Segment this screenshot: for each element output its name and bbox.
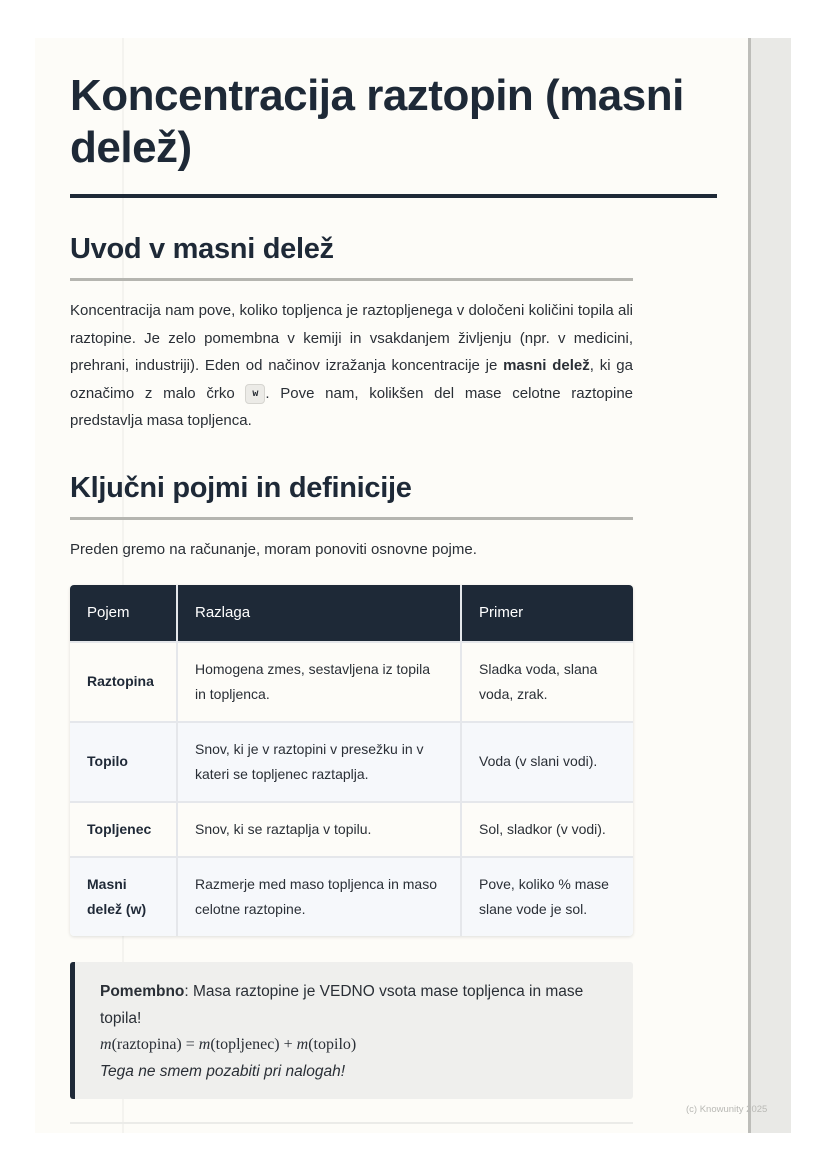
cell-explanation: Snov, ki je v raztopini v presežku in v kateri se topljenec raztaplja.	[177, 722, 461, 802]
cell-example: Voda (v slani vodi).	[461, 722, 633, 802]
cell-example: Pove, koliko % mase slane vode je sol.	[461, 857, 633, 936]
mass-formula	[100, 1032, 608, 1058]
column-header-explanation: Razlaga	[177, 585, 461, 642]
table-header-row	[70, 585, 633, 642]
cell-term: Topilo	[70, 722, 177, 802]
title-divider	[70, 194, 717, 198]
section-divider	[70, 278, 633, 281]
bottom-divider	[70, 1122, 633, 1124]
formula-text: (topilo)	[308, 1035, 357, 1053]
callout-text	[100, 978, 608, 1032]
section-heading-intro: Uvod v masni delež	[70, 233, 334, 265]
column-header-example: Primer	[461, 585, 633, 642]
section-heading-key-terms: Ključni pojmi in definicije	[70, 471, 412, 504]
inline-code-w: w	[245, 384, 265, 404]
side-scroll-strip	[748, 38, 791, 1133]
cell-explanation: Homogena zmes, sestavljena iz topila in topljenca.	[177, 642, 461, 722]
page-title: Koncentracija raztopin (masni delež)	[70, 71, 684, 172]
formula-var: m	[296, 1035, 309, 1053]
important-callout	[70, 962, 633, 1099]
intro-text-3: . Pove nam, kolikšen del mase celotne raztopine predstavlja masa topljenca.	[70, 384, 634, 429]
column-header-term: Pojem	[70, 585, 177, 642]
table-row	[70, 802, 633, 857]
cell-term: Topljenec	[70, 802, 177, 857]
definitions-table	[70, 585, 633, 936]
formula-var: m	[198, 1035, 211, 1053]
table-row	[70, 857, 633, 936]
formula-var: m	[100, 1035, 112, 1053]
callout-body: : Masa raztopine je VEDNO vsota mase topljenca in mase topila!	[100, 982, 584, 1027]
callout-note: Tega ne smem pozabiti pri nalogah!	[100, 1062, 345, 1080]
cell-example: Sol, sladkor (v vodi).	[461, 802, 633, 857]
formula-text: (raztopina) =	[111, 1035, 199, 1053]
intro-text-2: , ki ga označimo z malo črko	[70, 357, 633, 402]
copyright-footer: (c) Knowunity 2025	[686, 1104, 768, 1115]
intro-text-1: Koncentracija nam pove, koliko topljenca je raztopljenega v določeni količini topila ali raztopine. Je zelo pomembna v kemiji in vsakdanjem življenju (npr. v medicini, prehrani, industriji). Eden od načinov izražanja koncentracije je	[70, 302, 633, 374]
cell-example: Sladka voda, slana voda, zrak.	[461, 642, 633, 722]
section-divider	[70, 517, 633, 520]
intro-bold-term: masni delež	[503, 357, 590, 374]
callout-label: Pomembno	[100, 982, 185, 1000]
table-row	[70, 642, 633, 722]
section-key-terms	[70, 471, 718, 936]
cell-explanation: Snov, ki se raztaplja v topilu.	[177, 802, 461, 857]
cell-term: Raztopina	[70, 642, 177, 722]
document-content	[70, 70, 718, 1099]
intro-paragraph	[70, 297, 633, 435]
key-terms-lead: Preden gremo na računanje, moram ponoviti osnovne pojme.	[70, 540, 477, 558]
cell-explanation: Razmerje med maso topljenca in maso celotne raztopine.	[177, 857, 461, 936]
formula-text: (topljenec) +	[210, 1035, 297, 1053]
section-intro	[70, 232, 718, 435]
table-row	[70, 722, 633, 802]
cell-term: Masni delež (w)	[70, 857, 177, 936]
